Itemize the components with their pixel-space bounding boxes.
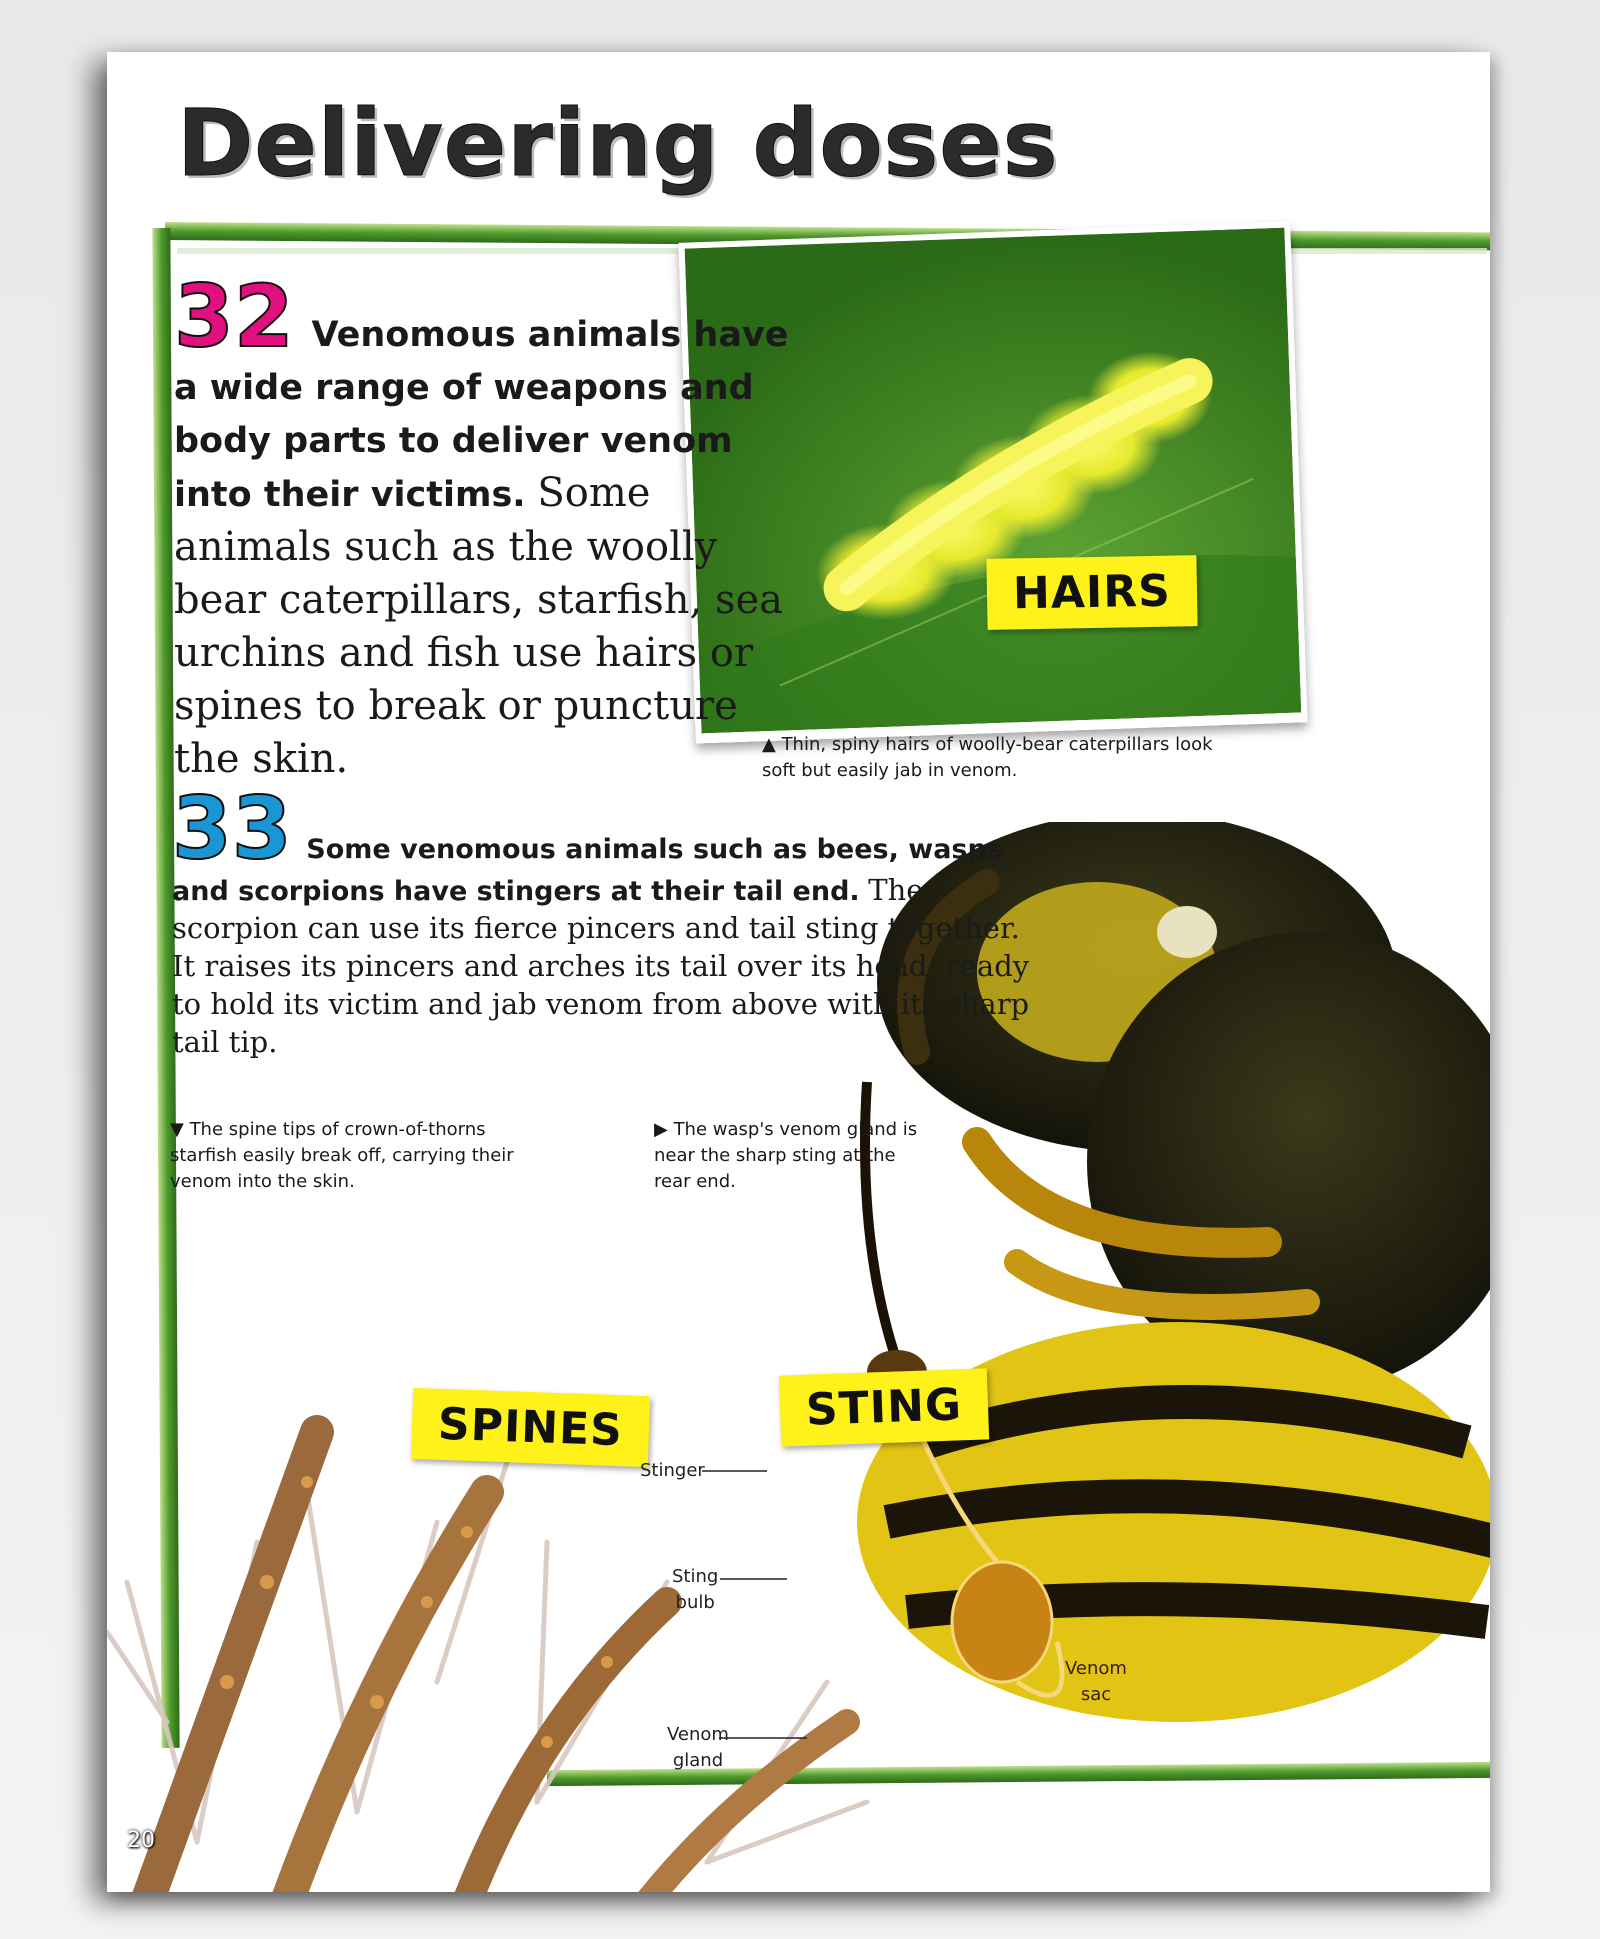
leader-lines — [107, 52, 1490, 1892]
spines-tag: SPINES — [411, 1388, 650, 1467]
page-number: 20 — [127, 1828, 155, 1853]
fact-32-body: Some animals such as the woolly bear caterpillars, starfish, sea urchins and fish use hairs or spines to break or puncture the skin. — [174, 470, 784, 782]
sting-tag: STING — [779, 1368, 989, 1446]
label-venom-gland-line1: Venom — [667, 1724, 729, 1745]
fact-33-lead: Some venomous animals such as bees, wasps and scorpions have stingers at their tail end. — [172, 834, 1003, 907]
label-venom-sac-line1: Venom — [1065, 1658, 1127, 1679]
fact-number-32: 32 — [174, 267, 294, 367]
fact-number-33: 33 — [172, 779, 292, 879]
fact-32-lead: Venomous animals have a wide range of weapons and body parts to deliver venom into their victims. — [174, 315, 789, 515]
label-stinger-text: Stinger — [640, 1460, 705, 1481]
fact-33-body: The scorpion can use its fierce pincers and tail sting together. It raises its pincers and arches its tail over its head, ready to hold its victim and jab venom from above with its sharp tail tip. — [172, 873, 1030, 1059]
book-page — [107, 52, 1490, 1892]
page-title: Delivering doses — [177, 90, 1059, 197]
label-sting-bulb-line2: bulb — [675, 1592, 715, 1613]
label-venom-gland-line2: gland — [672, 1750, 724, 1771]
caption-spines: ▼ The spine tips of crown-of-thorns starfish easily break off, carrying their venom into the skin. — [170, 1119, 514, 1192]
label-sting-bulb-line1: Sting — [672, 1566, 719, 1587]
caption-hairs: ▲ Thin, spiny hairs of woolly-bear caterpillars look soft but easily jab in venom. — [762, 734, 1213, 781]
caption-wasp: ▶ The wasp's venom gland is near the sharp sting at the rear end. — [654, 1119, 918, 1192]
hairs-tag: HAIRS — [986, 555, 1197, 630]
label-venom-sac-line2: sac — [1080, 1684, 1112, 1705]
